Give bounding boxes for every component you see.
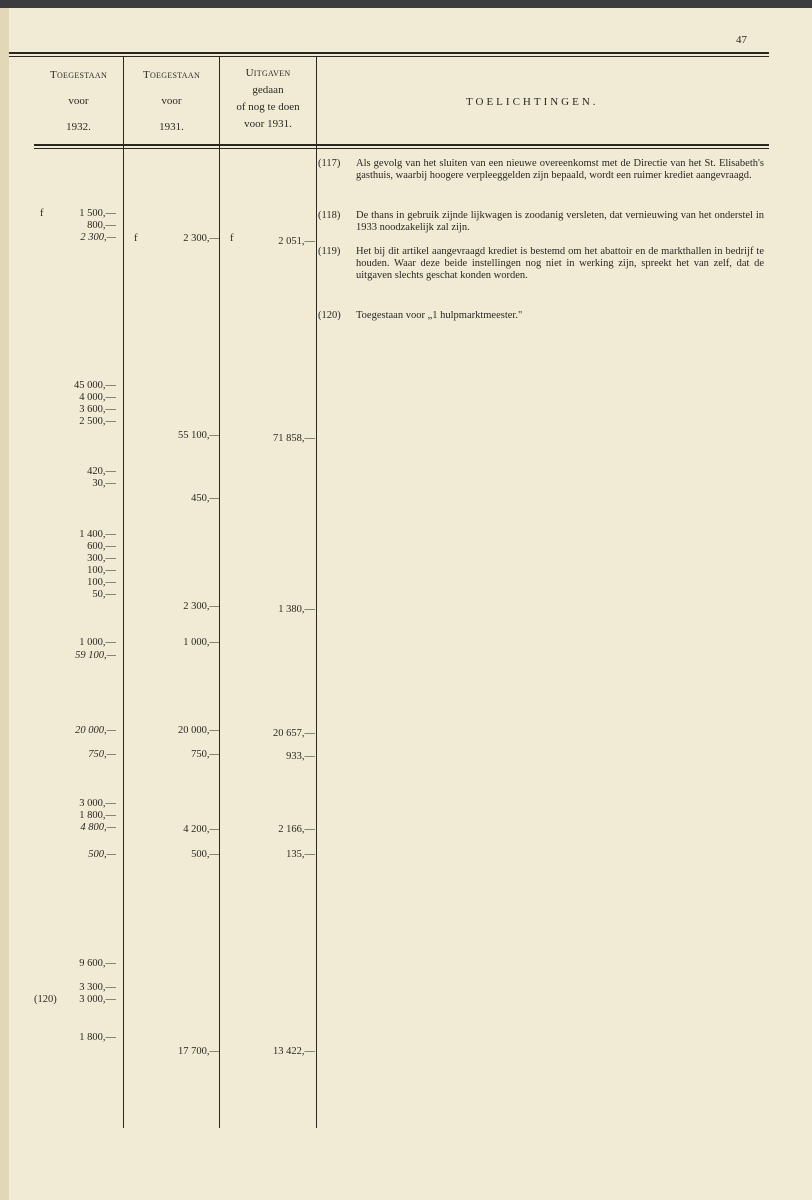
amount-cell: 59 100,— xyxy=(75,650,116,661)
page-number: 47 xyxy=(736,34,747,46)
amount-cell: 30,— xyxy=(92,478,116,489)
amount-cell: 500,— xyxy=(88,849,116,860)
amount-cell: 4 200,— xyxy=(183,824,220,835)
header-col-1931 xyxy=(124,68,219,135)
amount-cell: 2 300,— xyxy=(80,232,116,243)
amount-cell: 2 051,— xyxy=(278,236,315,247)
amount-cell: 1 800,— xyxy=(79,810,116,821)
amount-cell: 3 000,— xyxy=(79,994,116,1005)
header-col-1932 xyxy=(34,68,123,135)
header-col3-line3: of nog te doen xyxy=(236,101,300,113)
amount-cell: 300,— xyxy=(87,553,116,564)
note-text-117: Als gevolg van het sluiten van een nieuwe overeenkomst met de Directie van het St. Elisabeth's gasthuis, waarbij hoogere verpleeggelden zijn bepaald, wordt een ruimer krediet aangevraagd. xyxy=(356,158,764,181)
amount-cell: 800,— xyxy=(87,220,116,231)
amount-cell: 450,— xyxy=(191,493,220,504)
header-top-rule xyxy=(9,52,769,54)
amount-cell: 13 422,— xyxy=(273,1046,315,1057)
note-text-118: De thans in gebruik zijnde lijkwagen is zoodanig versleten, dat vernieuwing van het onderstel in 1933 noodzakelijk zal zijn. xyxy=(356,210,764,233)
header-col2-line3: 1931. xyxy=(159,121,184,133)
left-reference: (120) xyxy=(34,994,57,1005)
note-ref-120: (120) xyxy=(318,310,341,321)
amount-cell: 1 000,— xyxy=(79,637,116,648)
note-ref-119: (119) xyxy=(318,246,341,257)
note-ref-118: (118) xyxy=(318,210,341,221)
amount-cell: 2 166,— xyxy=(278,824,315,835)
note-ref-117: (117) xyxy=(318,158,341,169)
column-divider-3 xyxy=(316,56,317,1128)
amount-cell: 4 800,— xyxy=(80,822,116,833)
header-explanations: TOELICHTINGEN. xyxy=(466,96,599,108)
amount-cell: 1 500,— xyxy=(79,208,116,219)
header-bottom-rule-thin xyxy=(34,148,769,149)
currency-symbol-col2: f xyxy=(134,233,138,244)
header-col1-line2: voor xyxy=(68,95,89,107)
amount-cell: 2 500,— xyxy=(79,416,116,427)
amount-cell: 2 300,— xyxy=(183,601,220,612)
header-col3-title: Uitgaven xyxy=(245,67,291,79)
amount-cell: 3 300,— xyxy=(79,982,116,993)
currency-symbol-col1: f xyxy=(40,208,44,219)
amount-cell: 750,— xyxy=(191,749,220,760)
amount-cell: 9 600,— xyxy=(79,958,116,969)
amount-cell: 500,— xyxy=(191,849,220,860)
column-divider-1 xyxy=(123,56,124,1128)
header-col3-line4: voor 1931. xyxy=(244,118,292,130)
column-divider-2 xyxy=(219,56,220,1128)
amount-cell: 100,— xyxy=(87,577,116,588)
amount-cell: 20 657,— xyxy=(273,728,315,739)
amount-cell: 4 000,— xyxy=(79,392,116,403)
amount-cell: 750,— xyxy=(88,749,116,760)
amount-cell: 2 300,— xyxy=(183,233,220,244)
header-col2-title: Toegestaan xyxy=(142,69,201,81)
amount-cell: 55 100,— xyxy=(178,430,220,441)
amount-cell: 71 858,— xyxy=(273,433,315,444)
amount-cell: 600,— xyxy=(87,541,116,552)
note-text-120: Toegestaan voor „1 hulpmarktmeester." xyxy=(356,310,523,321)
amount-cell: 933,— xyxy=(286,751,315,762)
scan-top-border xyxy=(0,0,812,8)
amount-cell: 50,— xyxy=(92,589,116,600)
header-col-expenses xyxy=(220,66,316,132)
header-col2-line2: voor xyxy=(161,95,182,107)
amount-cell: 135,— xyxy=(286,849,315,860)
page-left-margin xyxy=(0,8,9,1200)
currency-symbol-col3: f xyxy=(230,233,234,244)
amount-cell: 1 400,— xyxy=(79,529,116,540)
header-col1-line3: 1932. xyxy=(66,121,91,133)
amount-cell: 3 600,— xyxy=(79,404,116,415)
amount-cell: 1 000,— xyxy=(183,637,220,648)
amount-cell: 420,— xyxy=(87,466,116,477)
amount-cell: 1 800,— xyxy=(79,1032,116,1043)
header-col1-title: Toegestaan xyxy=(49,69,108,81)
amount-cell: 1 380,— xyxy=(278,604,315,615)
header-col3-line2: gedaan xyxy=(252,84,284,96)
amount-cell: 20 000,— xyxy=(75,725,116,736)
amount-cell: 100,— xyxy=(87,565,116,576)
note-text-119: Het bij dit artikel aangevraagd krediet is bestemd om het abattoir en de markthallen in bedrijf te houden. Waar deze beide instellingen nog niet in werking zijn, spreekt het van zelf, dat de uitgaven slechts geschat konden worden. xyxy=(356,246,764,281)
amount-cell: 3 000,— xyxy=(79,798,116,809)
amount-cell: 45 000,— xyxy=(74,380,116,391)
header-bottom-rule xyxy=(34,144,769,146)
amount-cell: 20 000,— xyxy=(178,725,220,736)
amount-cell: 17 700,— xyxy=(178,1046,220,1057)
